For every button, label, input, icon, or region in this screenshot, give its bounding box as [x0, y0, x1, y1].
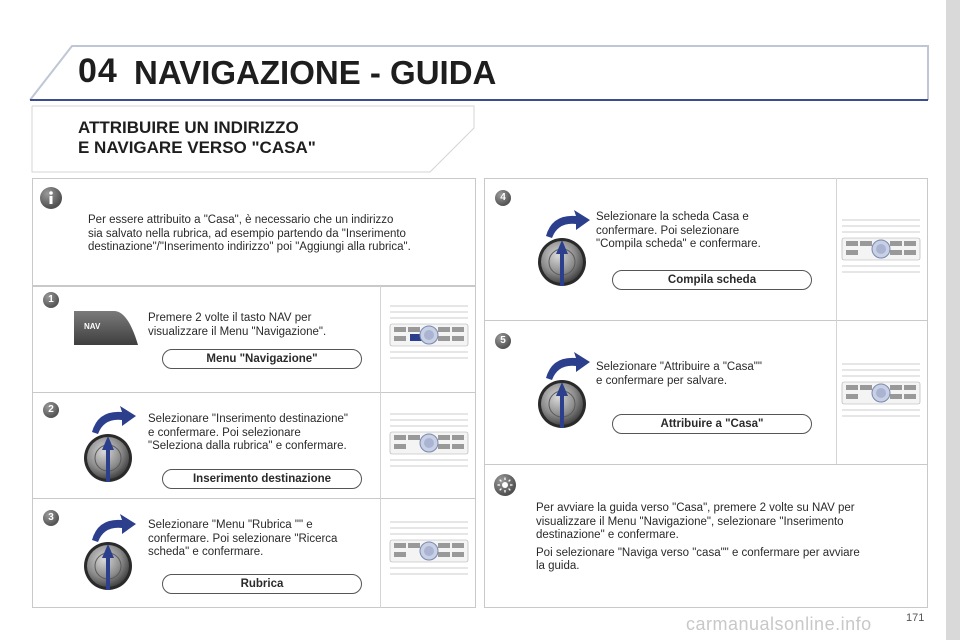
page-number: 171: [906, 612, 925, 624]
chapter-number: 04: [78, 52, 118, 90]
info-icon: [40, 187, 62, 209]
step-badge-3: 3: [43, 510, 59, 526]
radio-unit-thumbnail: [388, 408, 470, 479]
tip-text: Per avviare la guida verso "Casa", premere 2 volte su NAV per visualizzare il Menu "Navigazione", selezionare "Inserimento destinazione" e confermare. Poi selezionare "Naviga verso "casa"" e confermare per avviare la guida.: [536, 502, 860, 572]
rotary-knob-icon: [80, 512, 140, 599]
divider: [380, 286, 381, 608]
step-4-text: Selezionare la scheda Casa e confermare. Poi selezionare "Compila scheda" e confermare.: [596, 211, 761, 250]
step-badge-1: 1: [43, 292, 59, 308]
compila-scheda-label: Compila scheda: [612, 270, 812, 290]
divider: [32, 498, 476, 499]
radio-unit-thumbnail: [840, 358, 922, 429]
divider: [484, 464, 928, 465]
radio-unit-thumbnail: [388, 300, 470, 371]
step-badge-2: 2: [43, 402, 59, 418]
menu-navigazione-label: Menu "Navigazione": [162, 349, 362, 369]
divider: [836, 178, 837, 464]
step-badge-5: 5: [495, 333, 511, 349]
inserimento-destinazione-label: Inserimento destinazione: [162, 469, 362, 489]
watermark-text: carmanualsonline.info: [686, 614, 872, 634]
radio-unit-thumbnail: [840, 214, 922, 285]
rubrica-label: Rubrica: [162, 574, 362, 594]
step-3-text: Selezionare "Menu "Rubrica "" e confermare. Poi selezionare "Ricerca scheda" e confermare.: [148, 519, 338, 558]
sun-icon: [494, 474, 516, 496]
step-1-text: Premere 2 volte il tasto NAV per visualizzare il Menu "Navigazione".: [148, 312, 327, 338]
attribuire-casa-label: Attribuire a "Casa": [612, 414, 812, 434]
nav-key-label: NAV: [84, 322, 101, 331]
divider: [32, 392, 476, 393]
step-5-text: Selezionare "Attribuire a "Casa"" e confermare per salvare.: [596, 361, 762, 387]
nav-key-icon: [72, 309, 140, 347]
radio-unit-thumbnail: [388, 516, 470, 587]
section-title: ATTRIBUIRE UN INDIRIZZO E NAVIGARE VERSO "CASA": [78, 118, 316, 157]
rotary-knob-icon: [534, 208, 594, 295]
divider: [484, 320, 928, 321]
rotary-knob-icon: [534, 350, 594, 437]
intro-text: Per essere attribuito a "Casa", è necessario che un indirizzo sia salvato nella rubrica, ad esempio partendo da "Inserimento destinazione"/"Inserimento indirizzo" poi "Aggiungi alla rubrica".: [88, 214, 411, 253]
step-2-text: Selezionare "Inserimento destinazione" e confermare. Poi selezionare "Seleziona dalla rubrica" e confermare.: [148, 413, 348, 452]
chapter-title: NAVIGAZIONE - GUIDA: [134, 54, 497, 91]
rotary-knob-icon: [80, 404, 140, 491]
step-badge-4: 4: [495, 190, 511, 206]
